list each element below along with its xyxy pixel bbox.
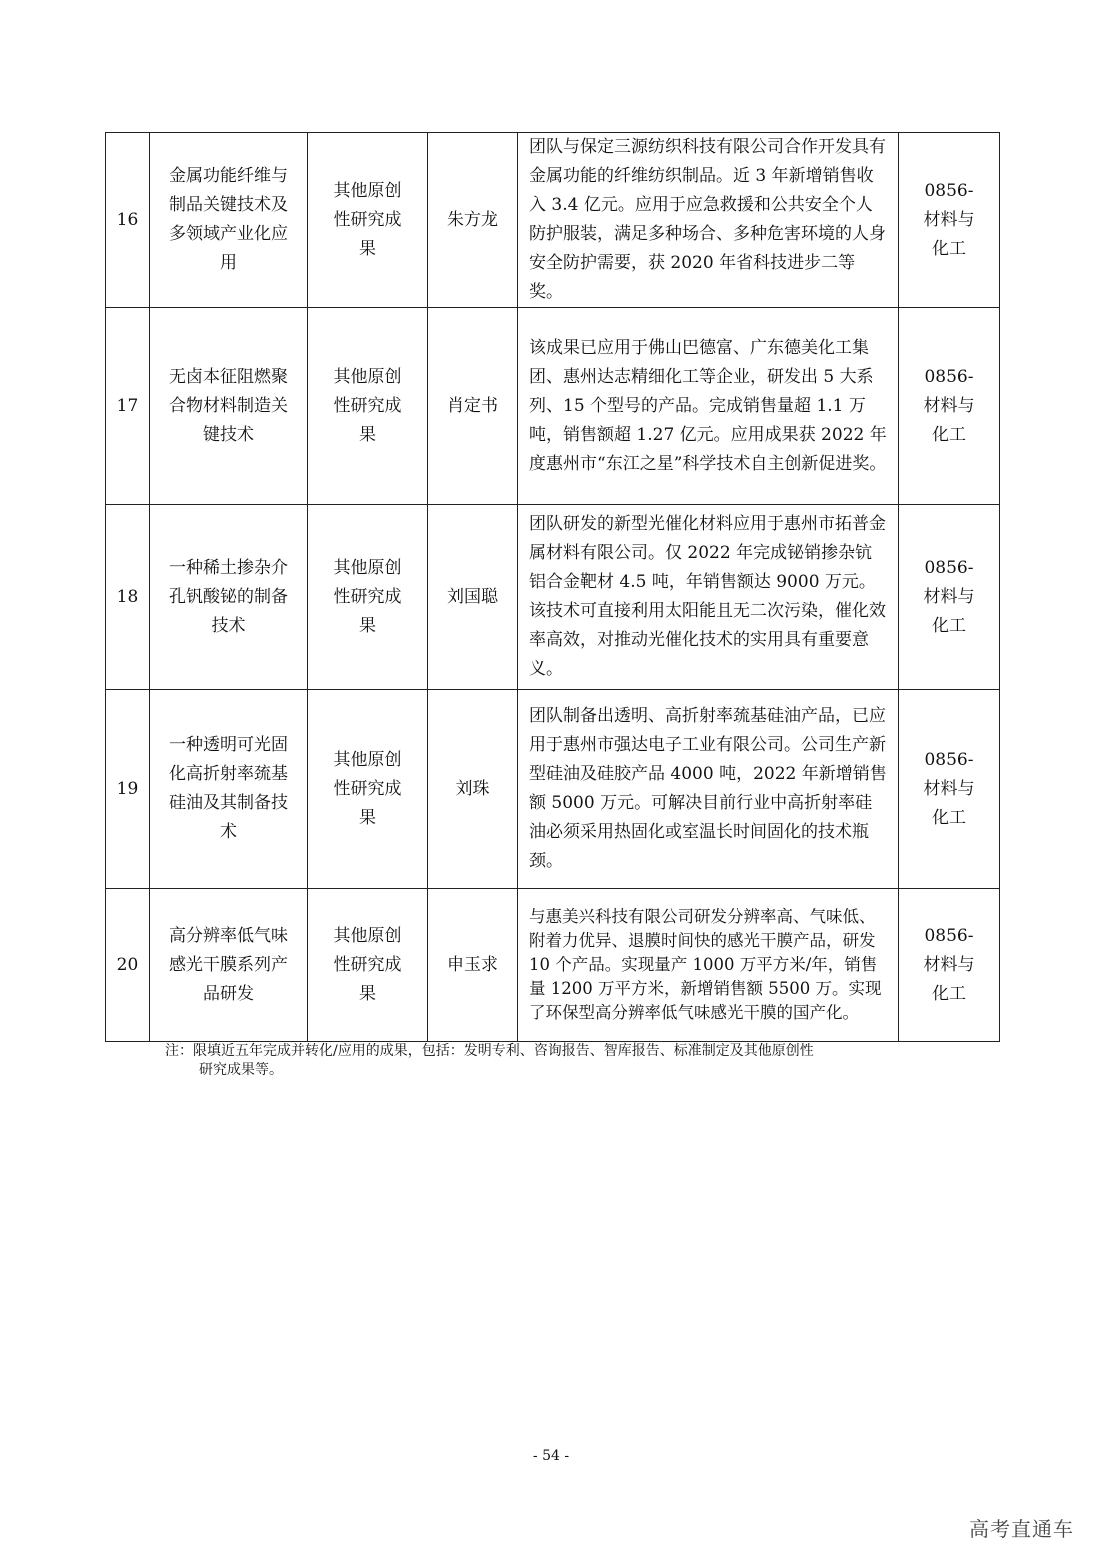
person-in-charge: 申玉求 xyxy=(428,889,518,1042)
achievement-title: 高分辨率低气味感光干膜系列产品研发 xyxy=(169,925,288,1004)
achievement-description: 与惠美兴科技有限公司研发分辨率高、气味低、附着力优异、退膜时间快的感光干膜产品，研发 10 个产品。实现量产 1000 万平方米/年，销售量 1200 万平方米，新增销售额 5500 万。实现了环保型高分辨率低气味感光干膜的国产化。 xyxy=(529,907,882,1022)
row-index: 16 xyxy=(106,133,150,308)
achievement-description: 该成果已应用于佛山巴德富、广东德美化工集团、惠州达志精细化工等企业，研发出 5 大系列、15 个型号的产品。完成销售量超 1.1 万吨，销售额超 1.27 亿元。应用成果获 2022 年度惠州市“东江之星”科学技术自主创新促进奖。 xyxy=(529,337,887,474)
table-row xyxy=(106,505,1000,690)
footnote-line-2: 研究成果等。 xyxy=(199,1062,283,1078)
achievement-title: 无卤本征阻燃聚合物材料制造关键技术 xyxy=(169,366,288,445)
achievement-type: 其他原创性研究成果 xyxy=(333,925,402,1004)
person-in-charge: 朱方龙 xyxy=(428,133,518,308)
row-index: 18 xyxy=(106,505,150,690)
table-row xyxy=(106,889,1000,1042)
row-index: 19 xyxy=(106,690,150,889)
achievement-type: 其他原创性研究成果 xyxy=(333,557,402,636)
achievement-description: 团队制备出透明、高折射率巯基硅油产品，已应用于惠州市强达电子工业有限公司。公司生产新型硅油及硅胶产品 4000 吨，2022 年新增销售额 5000 万元。可解决目前行业中高折射率硅油必须采用热固化或室温长时间固化的技术瓶颈。 xyxy=(529,706,887,871)
achievement-description: 团队与保定三源纺织科技有限公司合作开发具有金属功能的纤维纺织制品。近 3 年新增销售收入 3.4 亿元。应用于应急救援和公共安全个人防护服装，满足多种场合、多种危害环境的人身安全防护需要，获 2020 年省科技进步二等奖。 xyxy=(529,137,886,302)
achievement-type: 其他原创性研究成果 xyxy=(333,366,402,445)
watermark-text: 高考直通车 xyxy=(969,1517,1074,1541)
achievement-type: 其他原创性研究成果 xyxy=(333,180,402,259)
discipline-field: 0856-材料与化工 xyxy=(923,180,975,259)
achievement-title: 金属功能纤维与制品关键技术及多领域产业化应用 xyxy=(169,166,288,273)
discipline-field: 0856-材料与化工 xyxy=(923,749,975,828)
achievement-type: 其他原创性研究成果 xyxy=(333,749,402,828)
discipline-field: 0856-材料与化工 xyxy=(923,366,975,445)
discipline-field: 0856-材料与化工 xyxy=(923,925,975,1004)
achievements-table xyxy=(105,132,1000,1042)
person-in-charge: 刘国聪 xyxy=(428,505,518,690)
table-footnote xyxy=(165,1042,965,1080)
person-in-charge: 肖定书 xyxy=(428,308,518,505)
footnote-line-1: 注：限填近五年完成并转化/应用的成果，包括：发明专利、咨询报告、智库报告、标准制定及其他原创性 xyxy=(165,1043,814,1059)
achievement-title: 一种透明可光固化高折射率巯基硅油及其制备技术 xyxy=(169,735,288,842)
achievement-description: 团队研发的新型光催化材料应用于惠州市拓普金属材料有限公司。仅 2022 年完成铋销掺杂钪铝合金靶材 4.5 吨，年销售额达 9000 万元。该技术可直接利用太阳能且无二次污染，催化效率高效，对推动光催化技术的实用具有重要意义。 xyxy=(529,514,886,679)
row-index: 17 xyxy=(106,308,150,505)
row-index: 20 xyxy=(106,889,150,1042)
person-in-charge: 刘珠 xyxy=(428,690,518,889)
discipline-field: 0856-材料与化工 xyxy=(923,557,975,636)
page-number: - 54 - xyxy=(532,1448,570,1464)
achievement-title: 一种稀土掺杂介孔钒酸铋的制备技术 xyxy=(169,557,288,636)
table-row xyxy=(106,133,1000,308)
table-row xyxy=(106,690,1000,889)
table-row xyxy=(106,308,1000,505)
